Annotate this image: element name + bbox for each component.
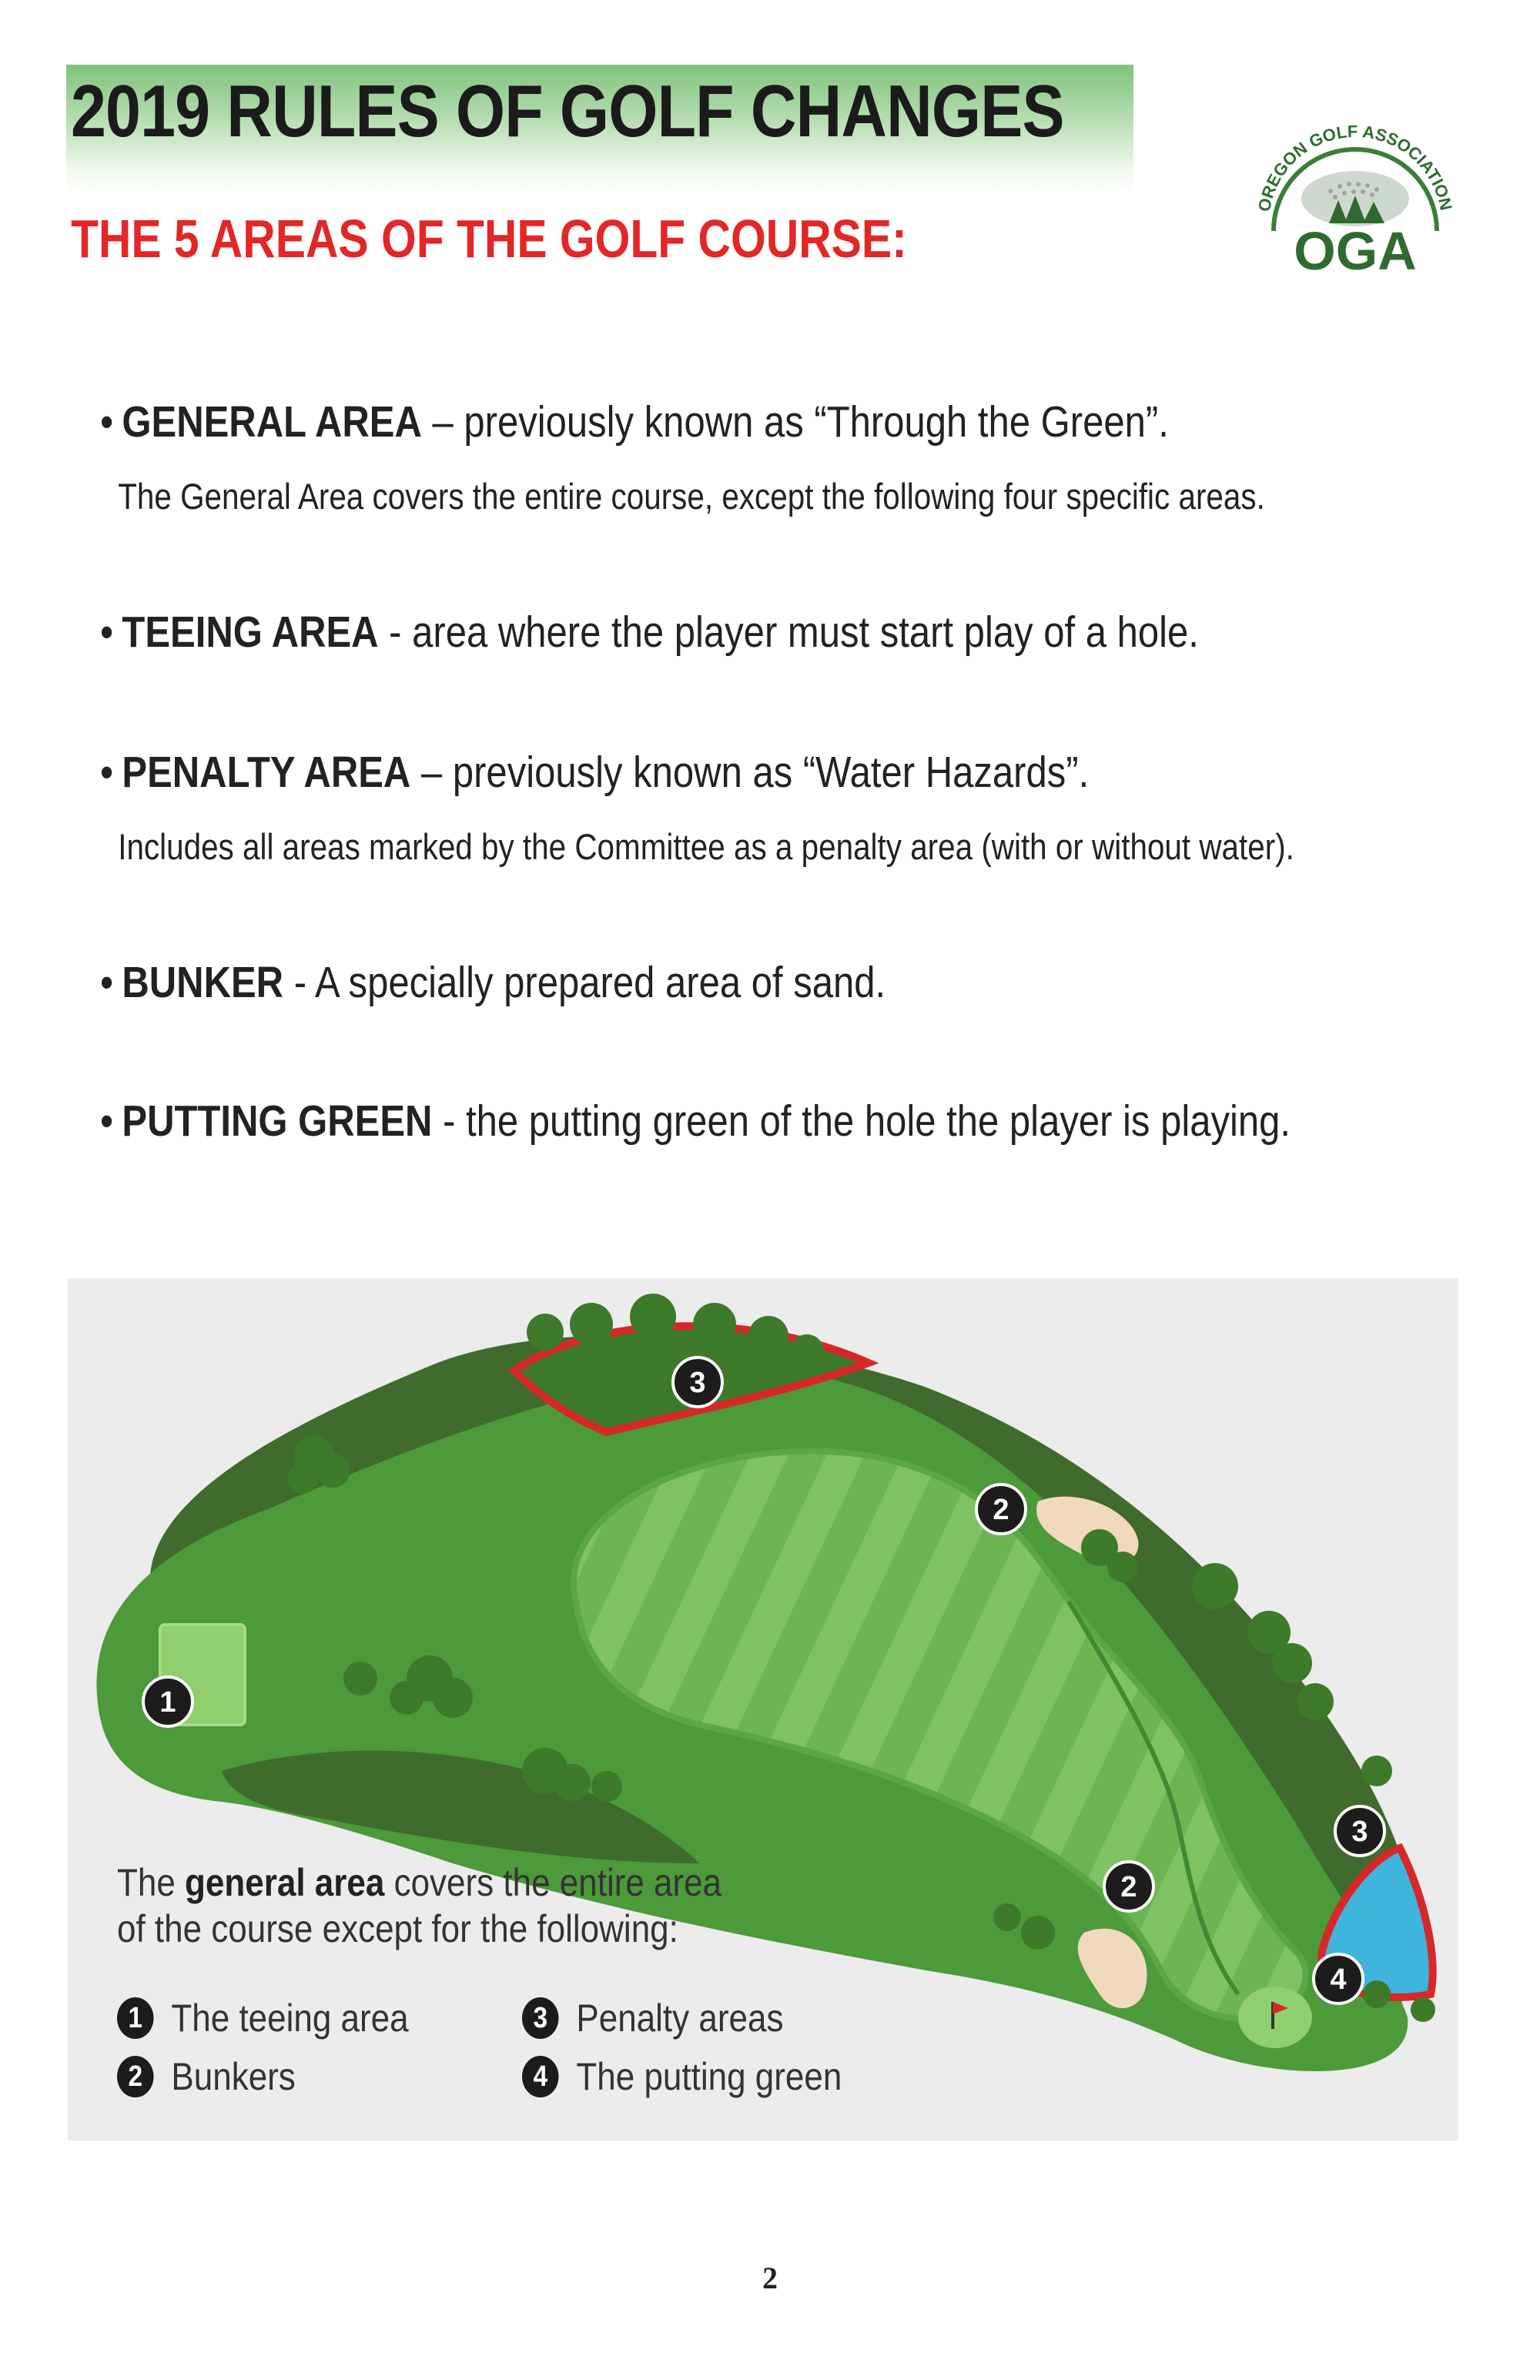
marker-bunker-lower — [1104, 1862, 1153, 1911]
marker-bunker-upper — [976, 1485, 1026, 1534]
number-badge: 3 — [522, 1997, 559, 2039]
svg-text:4: 4 — [1330, 1963, 1347, 1996]
marker-penalty-water — [1335, 1806, 1384, 1856]
term-bunker: BUNKER — [122, 958, 284, 1007]
desc-general-area: previously known as “Through the Green”. — [464, 397, 1169, 447]
marker-teeing-area — [143, 1677, 192, 1726]
oga-logo — [1246, 115, 1461, 285]
list-item-teeing-area: • TEEING AREA - area where the player must start play of a hole. — [100, 608, 1199, 657]
golf-hole-diagram — [68, 1278, 1458, 2141]
list-item-bunker: • BUNKER - A specially prepared area of sand. — [100, 958, 886, 1007]
list-item-putting-green: • PUTTING GREEN - the putting green of the hole the player is playing. — [100, 1096, 1291, 1146]
map-caption: The general area covers the entire area of the course except for the following: — [117, 1861, 722, 1950]
term-penalty-area: PENALTY AREA — [122, 748, 411, 797]
desc-putting-green: the putting green of the hole the player is playing. — [466, 1096, 1291, 1146]
list-item-penalty-area: • PENALTY AREA – previously known as “Water Hazards”. Includes all areas marked by the Committee as a penalty area (with or without water). — [100, 748, 1294, 867]
svg-text:2: 2 — [993, 1494, 1009, 1526]
marker-penalty-woods — [673, 1357, 722, 1407]
desc-penalty-area: previously known as “Water Hazards”. — [452, 748, 1090, 797]
term-teeing-area: TEEING AREA — [122, 608, 379, 657]
logo-arc-text: OREGON GOLF ASSOCIATION — [1254, 121, 1456, 213]
term-general-area: GENERAL AREA — [122, 397, 422, 447]
detail-general-area: The General Area covers the entire course, except the following four specific areas. — [118, 476, 1265, 517]
desc-bunker: A specially prepared area of sand. — [314, 958, 886, 1007]
legend-item-penalty-areas: 3 Penalty areas — [522, 1993, 783, 2040]
svg-text:3: 3 — [1351, 1816, 1368, 1848]
svg-text:2: 2 — [1120, 1871, 1137, 1903]
number-badge: 1 — [117, 1997, 154, 2039]
caption-bold-term: general area — [185, 1861, 385, 1904]
legend-item-bunkers: 2 Bunkers — [117, 2051, 296, 2099]
page-title: 2019 RULES OF GOLF CHANGES — [71, 70, 1064, 152]
number-badge: 2 — [117, 2056, 154, 2097]
putting-green — [1238, 1987, 1312, 2048]
detail-penalty-area: Includes all areas marked by the Committee as a penalty area (with or without water). — [118, 826, 1294, 867]
logo-letters: OGA — [1294, 221, 1417, 281]
marker-putting-green — [1314, 1954, 1363, 2003]
page-subtitle: THE 5 AREAS OF THE GOLF COURSE: — [71, 209, 907, 269]
svg-text:3: 3 — [689, 1367, 706, 1399]
list-item-general-area: • GENERAL AREA – previously known as “Through the Green”. The General Area covers the entire course, except the following four specific areas. — [100, 397, 1265, 517]
legend-item-putting-green: 4 The putting green — [522, 2051, 842, 2099]
term-putting-green: PUTTING GREEN — [122, 1096, 433, 1146]
page-number: 2 — [762, 2261, 778, 2295]
desc-teeing-area: area where the player must start play of a hole. — [412, 608, 1199, 657]
legend-item-teeing-area: 1 The teeing area — [117, 1993, 409, 2040]
svg-text:1: 1 — [159, 1686, 176, 1719]
number-badge: 4 — [522, 2056, 559, 2097]
